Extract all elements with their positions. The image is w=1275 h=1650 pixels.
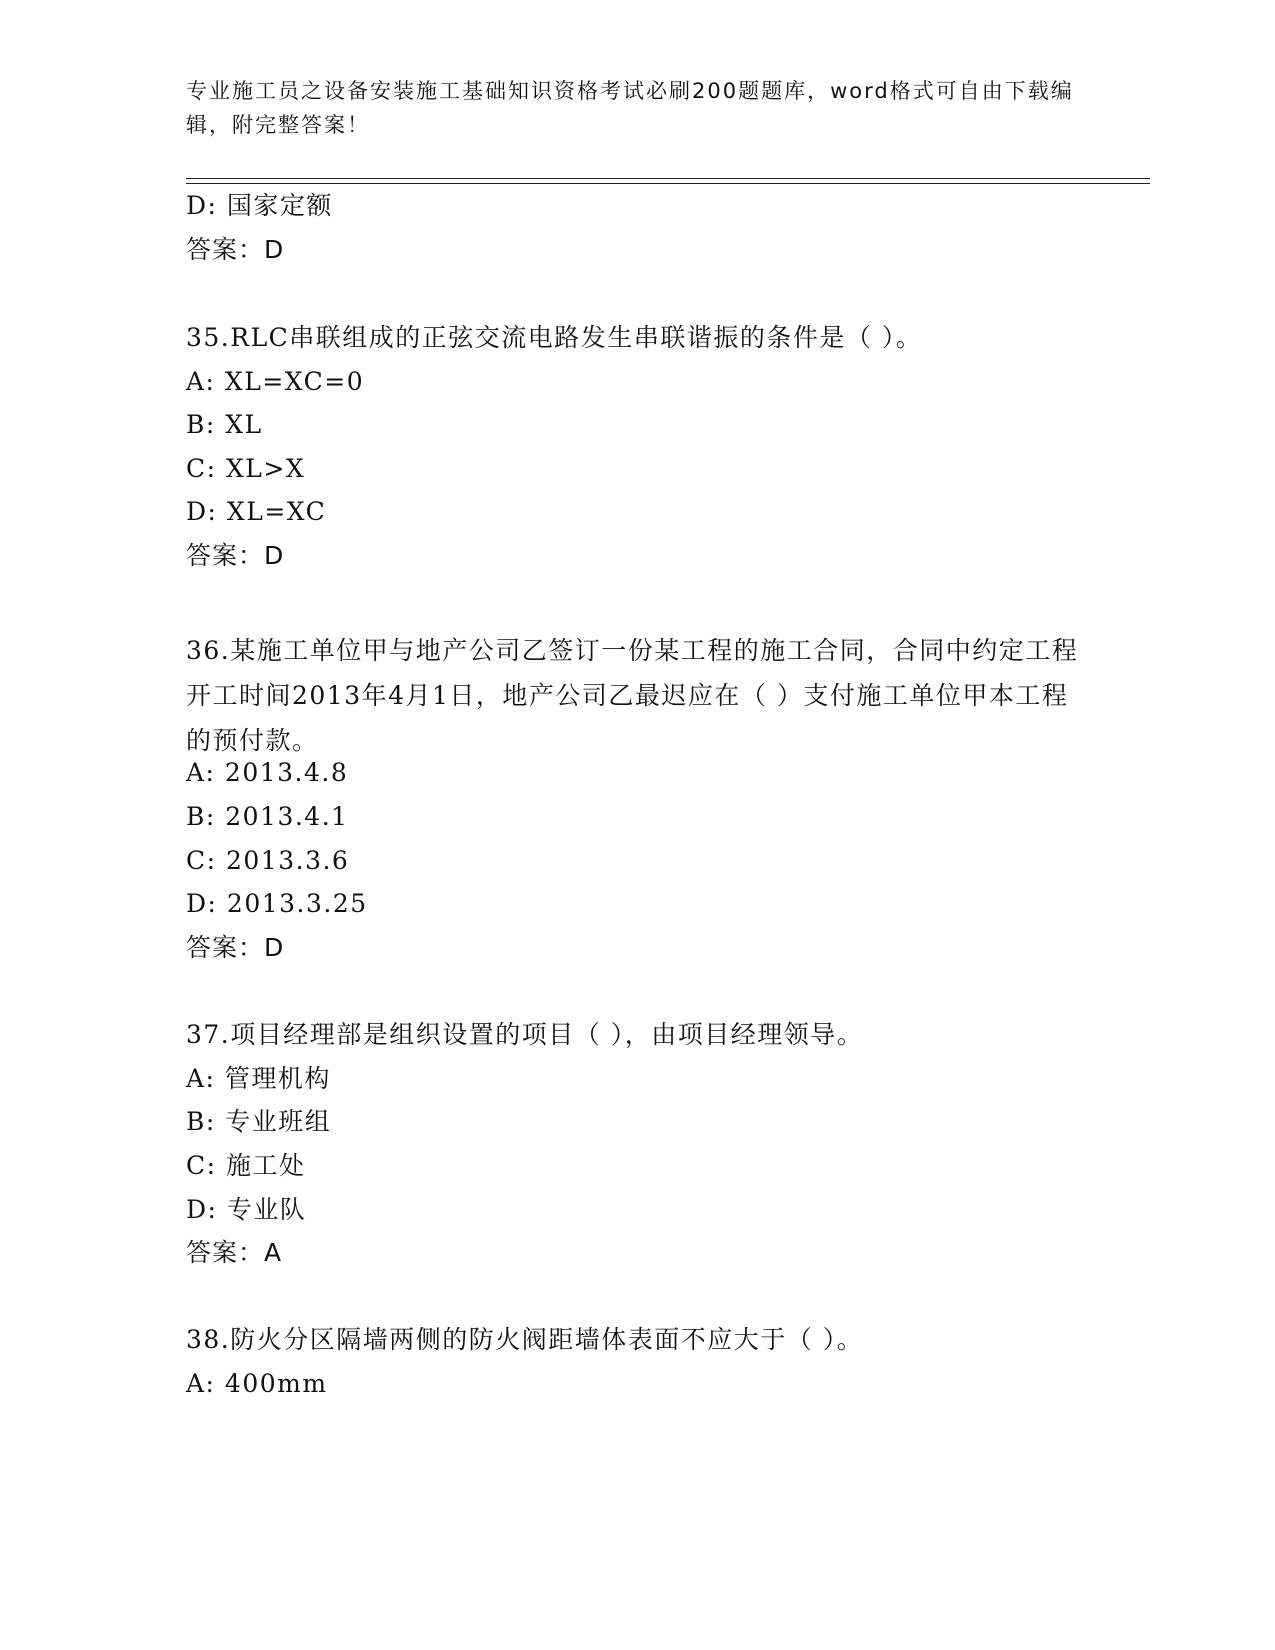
question-35: 35.RLC串联组成的正弦交流电路发生串联谐振的条件是（ ）。: [186, 323, 923, 352]
document-header: 专业施工员之设备安装施工基础知识资格考试必刷200题题库，word格式可自由下载编辑，附完整答案！: [186, 79, 1074, 137]
q36-answer: 答案：D: [186, 933, 285, 962]
q35-option-d: D: XL=XC: [186, 497, 327, 526]
q36-option-c: C: 2013.3.6: [186, 846, 350, 875]
q36-option-b: B: 2013.4.1: [186, 802, 349, 831]
q37-option-b: B: 专业班组: [186, 1107, 332, 1136]
header-divider-top: [186, 178, 1150, 179]
q35-option-c: C: XL>X: [186, 454, 306, 483]
q37-option-a: A: 管理机构: [186, 1064, 331, 1093]
q38-option-a: A: 400mm: [186, 1369, 328, 1398]
option-d: D: 国家定额: [186, 191, 333, 220]
q37-option-d: D: 专业队: [186, 1195, 307, 1224]
answer: 答案：D: [186, 235, 285, 264]
q37-option-c: C: 施工处: [186, 1151, 306, 1180]
q35-answer: 答案：D: [186, 541, 285, 570]
q35-option-a: A: XL=XC=0: [186, 367, 365, 396]
question-36: 36.某施工单位甲与地产公司乙签订一份某工程的施工合同，合同中约定工程开工时间2013年4月1日，地产公司乙最迟应在（ ）支付施工单位甲本工程的预付款。: [186, 636, 1079, 755]
q36-option-d: D: 2013.3.25: [186, 889, 368, 918]
question-38: 38.防火分区隔墙两侧的防火阀距墙体表面不应大于（ ）。: [186, 1325, 864, 1354]
question-37: 37.项目经理部是组织设置的项目（ ），由项目经理领导。: [186, 1020, 864, 1049]
q36-option-a: A: 2013.4.8: [186, 758, 349, 787]
q35-option-b: B: XL: [186, 410, 263, 439]
header-divider-bottom: [186, 183, 1150, 184]
q37-answer: 答案：A: [186, 1238, 283, 1267]
